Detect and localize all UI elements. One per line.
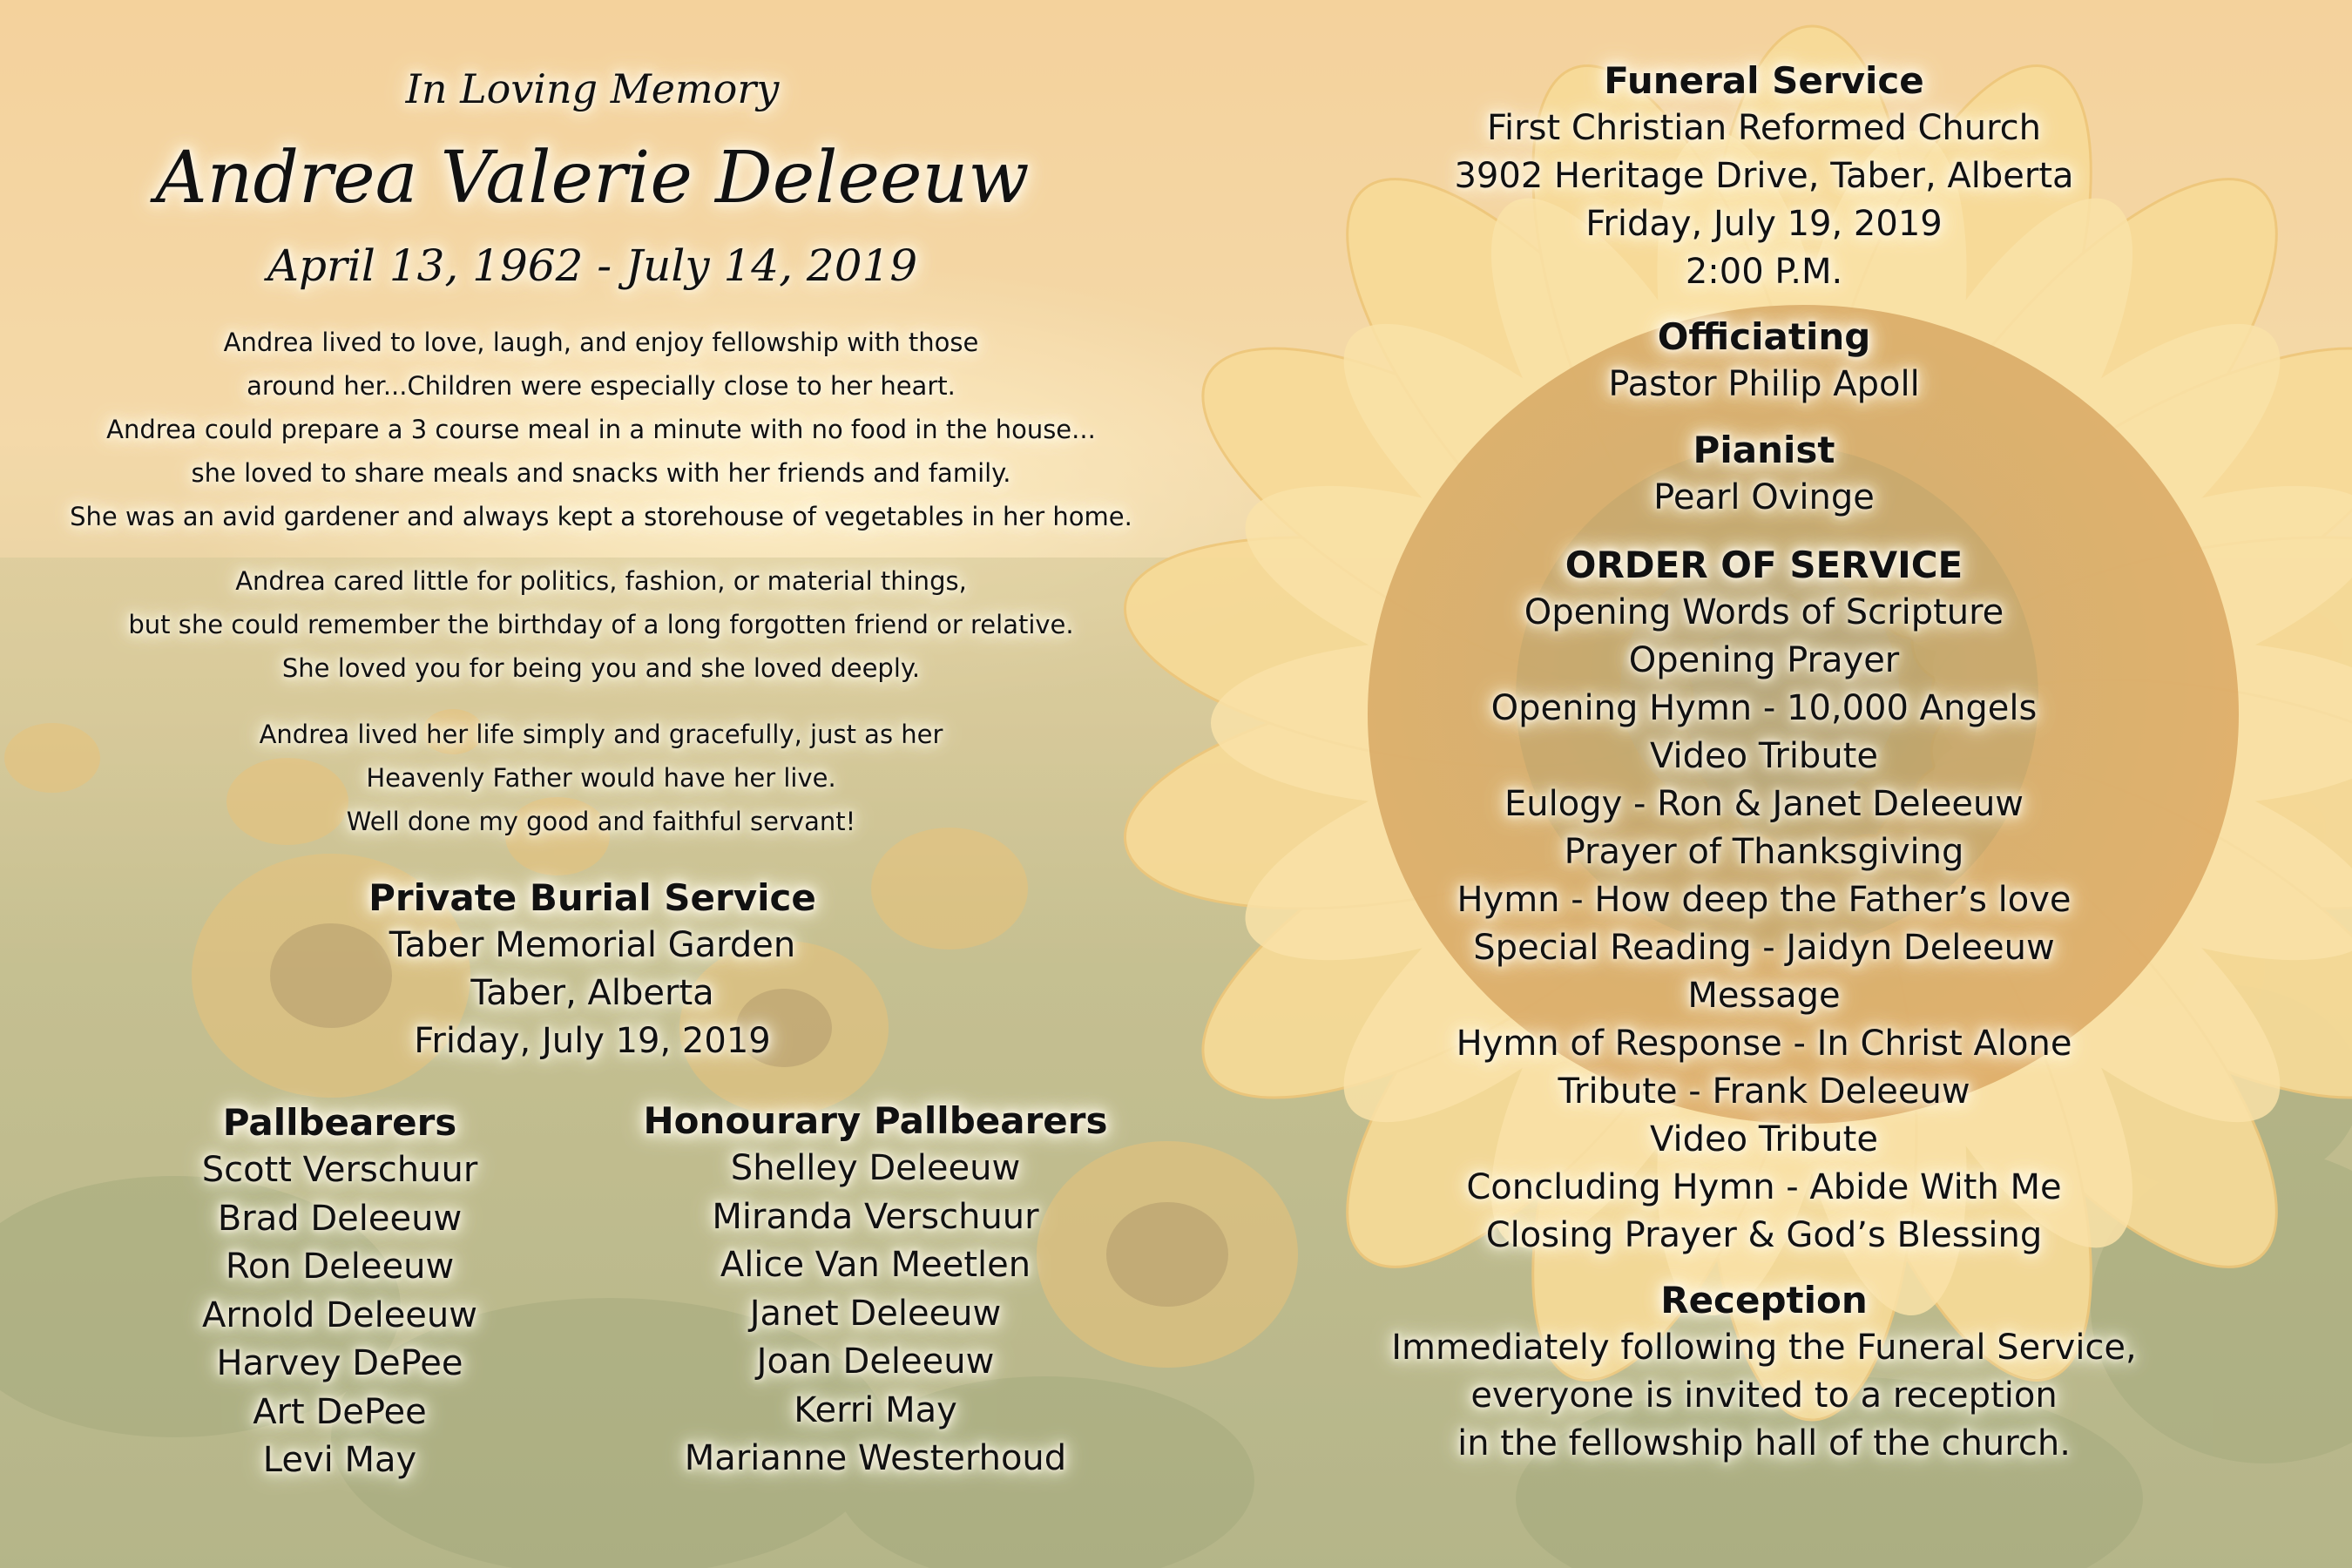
tribute-line: Andrea lived to love, laugh, and enjoy fellowship with those bbox=[223, 328, 979, 357]
order-of-service-item: Special Reading - Jaidyn Deleeuw bbox=[1473, 928, 2055, 968]
tribute-line: She loved you for being you and she loved deeply. bbox=[281, 653, 921, 683]
pallbearer-name: Arnold Deleeuw bbox=[202, 1294, 477, 1335]
tribute-line: Andrea could prepare a 3 course meal in a minute with no food in the house... bbox=[106, 415, 1096, 444]
order-of-service-item: Tribute - Frank Deleeuw bbox=[1558, 1071, 1970, 1112]
reception-heading: Reception bbox=[1660, 1279, 1868, 1321]
order-of-service-item: Concluding Hymn - Abide With Me bbox=[1466, 1167, 2062, 1207]
reception-line: everyone is invited to a reception bbox=[1470, 1375, 2058, 1416]
honourary-pallbearer-name: Marianne Westerhoud bbox=[684, 1438, 1067, 1478]
order-of-service-heading: ORDER OF SERVICE bbox=[1565, 544, 1963, 586]
order-of-service-item: Opening Words of Scripture bbox=[1524, 592, 2004, 632]
tribute-line: Andrea cared little for politics, fashion, or material things, bbox=[235, 566, 967, 596]
tribute-paragraph-2 bbox=[35, 559, 1167, 690]
honourary-pallbearer-name: Joan Deleeuw bbox=[756, 1342, 995, 1382]
tribute-paragraph-1 bbox=[35, 321, 1167, 538]
funeral-service-line: First Christian Reformed Church bbox=[1486, 108, 2042, 148]
life-dates: April 13, 1962 - July 14, 2019 bbox=[267, 240, 918, 291]
pallbearer-name: Art DePee bbox=[253, 1391, 427, 1432]
tribute-paragraph-3 bbox=[35, 713, 1167, 843]
honourary-pallbearer-name: Janet Deleeuw bbox=[749, 1293, 1002, 1334]
tribute-line: Well done my good and faithful servant! bbox=[346, 807, 856, 836]
pianist-section bbox=[1359, 427, 2169, 522]
tribute-line: she loved to share meals and snacks with her friends and family. bbox=[191, 458, 1011, 488]
pallbearers-heading: Pallbearers bbox=[222, 1101, 457, 1144]
in-loving-memory-subtitle: In Loving Memory bbox=[405, 65, 780, 112]
order-of-service-item: Eulogy - Ron & Janet Deleeuw bbox=[1504, 784, 2024, 824]
funeral-service-line: 2:00 P.M. bbox=[1685, 252, 1843, 292]
pallbearers-section bbox=[148, 1099, 531, 1485]
tribute-line: Andrea lived her life simply and gracefully, just as her bbox=[259, 720, 943, 749]
honourary-pallbearer-name: Shelley Deleeuw bbox=[730, 1148, 1021, 1188]
funeral-service-section bbox=[1359, 57, 2169, 296]
deceased-name: Andrea Valerie Deleeuw bbox=[155, 137, 1030, 220]
reception-section bbox=[1359, 1277, 2169, 1468]
tribute-line: Heavenly Father would have her live. bbox=[366, 763, 836, 793]
burial-line: Taber Memorial Garden bbox=[389, 925, 796, 965]
funeral-service-line: Friday, July 19, 2019 bbox=[1585, 204, 1943, 244]
officiating-value: Pastor Philip Apoll bbox=[1608, 364, 1920, 404]
pallbearer-name: Scott Verschuur bbox=[201, 1150, 478, 1190]
pallbearer-name: Brad Deleeuw bbox=[217, 1198, 463, 1239]
order-of-service-item: Video Tribute bbox=[1650, 1119, 1878, 1159]
tribute-line: She was an avid gardener and always kept a storehouse of vegetables in her home. bbox=[70, 502, 1132, 531]
pallbearer-name: Ron Deleeuw bbox=[225, 1247, 455, 1287]
funeral-service-line: 3902 Heritage Drive, Taber, Alberta bbox=[1454, 156, 2074, 196]
reception-line: in the fellowship hall of the church. bbox=[1457, 1423, 2071, 1463]
pianist-heading: Pianist bbox=[1693, 429, 1835, 471]
honourary-pallbearer-name: Kerri May bbox=[794, 1389, 957, 1430]
burial-section bbox=[287, 875, 897, 1065]
tribute-line: but she could remember the birthday of a long forgotten friend or relative. bbox=[128, 610, 1074, 639]
burial-line: Friday, July 19, 2019 bbox=[414, 1021, 771, 1061]
reception-line: Immediately following the Funeral Service, bbox=[1391, 1328, 2137, 1368]
order-of-service-item: Prayer of Thanksgiving bbox=[1564, 832, 1964, 872]
pianist-value: Pearl Ovinge bbox=[1653, 477, 1875, 517]
order-of-service-item: Hymn of Response - In Christ Alone bbox=[1456, 1024, 2072, 1064]
burial-line: Taber, Alberta bbox=[470, 973, 714, 1013]
funeral-service-heading: Funeral Service bbox=[1604, 59, 1924, 102]
pallbearer-name: Harvey DePee bbox=[216, 1343, 463, 1383]
honourary-pallbearers-heading: Honourary Pallbearers bbox=[643, 1099, 1108, 1142]
order-of-service-item: Message bbox=[1687, 976, 1841, 1016]
order-of-service-item: Opening Hymn - 10,000 Angels bbox=[1490, 688, 2038, 728]
honourary-pallbearer-name: Alice Van Meetlen bbox=[720, 1245, 1031, 1285]
honourary-pallbearers-section bbox=[614, 1098, 1137, 1484]
honourary-pallbearer-name: Miranda Verschuur bbox=[712, 1196, 1039, 1237]
tribute-line: around her...Children were especially close to her heart. bbox=[247, 371, 956, 401]
order-of-service-item: Hymn - How deep the Father’s love bbox=[1456, 880, 2072, 920]
officiating-heading: Officiating bbox=[1657, 315, 1871, 358]
order-of-service-item: Closing Prayer & God’s Blessing bbox=[1485, 1215, 2043, 1255]
order-of-service-item: Video Tribute bbox=[1650, 736, 1878, 776]
order-of-service-section bbox=[1359, 542, 2169, 1260]
burial-heading: Private Burial Service bbox=[368, 876, 816, 919]
officiating-section bbox=[1359, 314, 2169, 409]
pallbearer-name: Levi May bbox=[262, 1440, 417, 1480]
order-of-service-item: Opening Prayer bbox=[1628, 640, 1900, 680]
